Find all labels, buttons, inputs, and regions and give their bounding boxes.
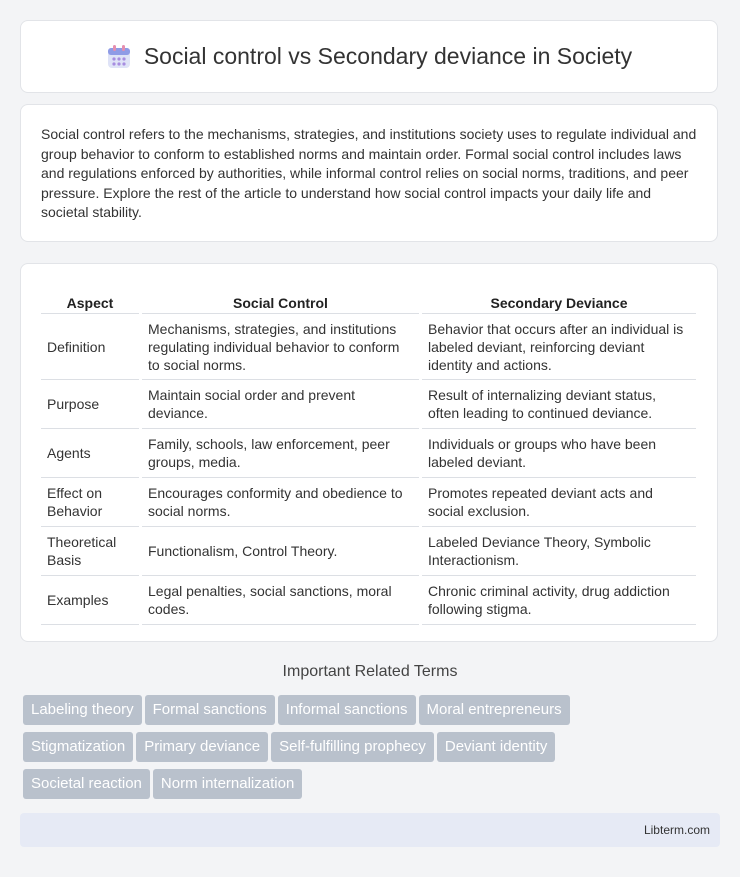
aspect-cell: Examples — [41, 576, 139, 625]
footer — [20, 813, 720, 847]
title-card — [20, 20, 718, 93]
intro-text: Social control refers to the mechanisms, strategies, and institutions society uses to regulate individual and group behavior to conform to established norms and maintain order. Formal social control includes laws and regulations enforced by authorities, while informal control relies on social norms, traditions, and peer pressure. Explore the rest of the article to understand how social control impacts your daily life and societal stability. — [41, 126, 697, 220]
term-tag[interactable]: Norm internalization — [153, 769, 302, 799]
table-row — [41, 527, 696, 576]
table-row — [41, 478, 696, 527]
social-control-cell: Legal penalties, social sanctions, moral codes. — [142, 576, 419, 625]
table-row — [41, 429, 696, 478]
social-control-cell: Mechanisms, strategies, and institutions regulating individual behavior to conform to social norms. — [142, 314, 419, 380]
table-row — [41, 576, 696, 625]
term-tag[interactable]: Moral entrepreneurs — [419, 695, 570, 725]
secondary-deviance-cell: Promotes repeated deviant acts and social exclusion. — [422, 478, 696, 527]
column-header: Social Control — [142, 282, 419, 314]
term-tag[interactable]: Labeling theory — [23, 695, 142, 725]
intro-card — [20, 104, 718, 242]
comparison-table — [38, 282, 699, 625]
related-terms-list — [23, 695, 723, 806]
page-title: Social control vs Secondary deviance in Society — [143, 43, 633, 69]
secondary-deviance-cell: Behavior that occurs after an individual is labeled deviant, reinforcing deviant identity and actions. — [422, 314, 696, 380]
footer-link[interactable]: Libterm.com — [643, 823, 710, 837]
secondary-deviance-cell: Chronic criminal activity, drug addiction following stigma. — [422, 576, 696, 625]
term-tag[interactable]: Societal reaction — [23, 769, 150, 799]
social-control-cell: Encourages conformity and obedience to social norms. — [142, 478, 419, 527]
secondary-deviance-cell: Labeled Deviance Theory, Symbolic Interactionism. — [422, 527, 696, 576]
social-control-cell: Functionalism, Control Theory. — [142, 527, 419, 576]
aspect-cell: Effect on Behavior — [41, 478, 139, 527]
term-tag[interactable]: Informal sanctions — [278, 695, 416, 725]
comparison-card — [20, 263, 718, 642]
term-tag[interactable]: Self-fulfilling prophecy — [271, 732, 434, 762]
aspect-cell: Theoretical Basis — [41, 527, 139, 576]
table-row — [41, 380, 696, 429]
term-tag[interactable]: Deviant identity — [437, 732, 556, 762]
term-tag[interactable]: Stigmatization — [23, 732, 133, 762]
secondary-deviance-cell: Result of internalizing deviant status, often leading to continued deviance. — [422, 380, 696, 429]
term-tag[interactable]: Primary deviance — [136, 732, 268, 762]
related-terms-heading: Important Related Terms — [282, 663, 458, 680]
aspect-cell: Definition — [41, 314, 139, 380]
table-header-row — [41, 282, 696, 314]
aspect-cell: Agents — [41, 429, 139, 478]
social-control-cell: Family, schools, law enforcement, peer groups, media. — [142, 429, 419, 478]
aspect-cell: Purpose — [41, 380, 139, 429]
column-header: Secondary Deviance — [422, 282, 696, 314]
table-row — [41, 314, 696, 380]
secondary-deviance-cell: Individuals or groups who have been labeled deviant. — [422, 429, 696, 478]
term-tag[interactable]: Formal sanctions — [145, 695, 275, 725]
social-control-cell: Maintain social order and prevent deviance. — [142, 380, 419, 429]
calendar-icon — [106, 44, 132, 70]
column-header: Aspect — [41, 282, 139, 314]
